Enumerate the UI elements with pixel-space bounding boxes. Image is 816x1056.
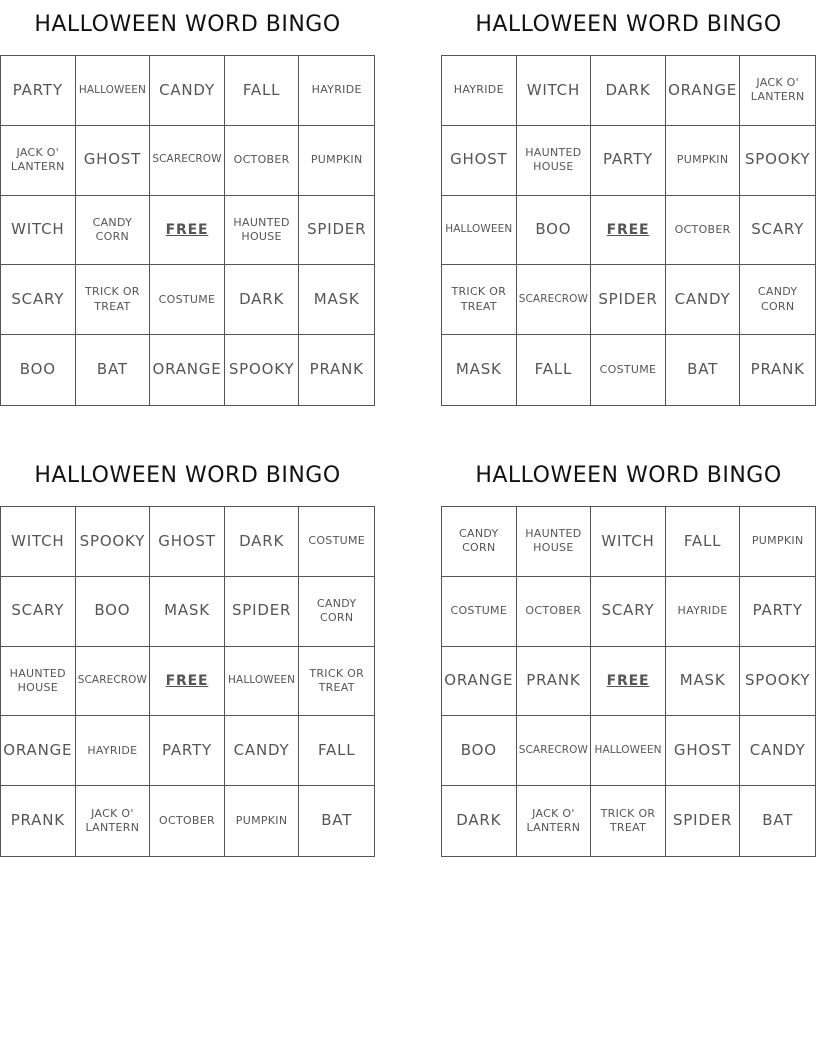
bingo-cell: MASK	[442, 335, 517, 405]
bingo-cell: OCTOBER	[666, 196, 741, 266]
bingo-cell: PARTY	[591, 126, 666, 196]
bingo-cell: SCARECROW	[517, 265, 592, 335]
bingo-cell: SPIDER	[225, 577, 300, 647]
bingo-cell: SPOOKY	[76, 507, 151, 577]
bingo-cell: SCARY	[1, 265, 76, 335]
bingo-cell: BOO	[1, 335, 76, 405]
bingo-cell: HAYRIDE	[76, 716, 151, 786]
bingo-cell: HAUNTED HOUSE	[1, 647, 76, 717]
bingo-cell: SCARECROW	[76, 647, 151, 717]
bingo-cell: FALL	[517, 335, 592, 405]
bingo-cell: PARTY	[150, 716, 225, 786]
bingo-cell: PARTY	[1, 56, 76, 126]
bingo-cell: ORANGE	[666, 56, 741, 126]
card-title: HALLOWEEN WORD BINGO	[34, 463, 341, 488]
bingo-cell: FALL	[666, 507, 741, 577]
bingo-cell: JACK O' LANTERN	[1, 126, 76, 196]
bingo-cell: BAT	[321, 811, 353, 830]
bingo-cell: HALLOWEEN	[225, 647, 300, 717]
bingo-cell: HAYRIDE	[666, 577, 741, 647]
bingo-cell: PRANK	[309, 360, 364, 379]
bingo-cell: COSTUME	[442, 577, 517, 647]
bingo-cell: DARK	[591, 56, 666, 126]
bingo-cell: PUMPKIN	[666, 126, 741, 196]
bingo-cell: DARK	[225, 507, 300, 577]
bingo-cell: SPOOKY	[740, 126, 815, 196]
bingo-cell: FALL	[225, 56, 300, 126]
bingo-cell: CANDY CORN	[299, 577, 374, 647]
free-space-cell: FREE	[591, 647, 666, 717]
bingo-cell: CANDY	[225, 716, 300, 786]
bingo-cell: HALLOWEEN	[76, 56, 151, 126]
free-space-cell: FREE	[150, 647, 225, 717]
bingo-cell: TRICK OR TREAT	[299, 647, 374, 717]
bingo-cell: MASK	[150, 577, 225, 647]
bingo-cell: HAUNTED HOUSE	[517, 507, 592, 577]
bingo-cell: PUMPKIN	[225, 786, 300, 856]
bingo-cell: HAUNTED HOUSE	[517, 126, 592, 196]
bingo-cell: HALLOWEEN	[442, 196, 517, 266]
bingo-cell: MASK	[299, 265, 374, 335]
free-space-cell: FREE	[150, 196, 225, 266]
bingo-cell: PRANK	[517, 647, 592, 717]
bingo-cell: SCARY	[1, 577, 76, 647]
bingo-cell: WITCH	[1, 507, 76, 577]
bingo-cell: CANDY CORN	[76, 196, 151, 266]
bingo-cell: CANDY	[150, 56, 225, 126]
bingo-cell: ORANGE	[442, 647, 517, 717]
bingo-cell: SCARY	[740, 196, 815, 266]
bingo-cell: WITCH	[517, 56, 592, 126]
bingo-cell: PUMPKIN	[299, 126, 374, 196]
bingo-cell: GHOST	[76, 126, 151, 196]
bingo-cell: GHOST	[442, 126, 517, 196]
bingo-cell: SPIDER	[666, 786, 741, 856]
bingo-cell: SPOOKY	[225, 335, 300, 405]
bingo-cell: COSTUME	[150, 265, 225, 335]
bingo-cell: BOO	[517, 196, 592, 266]
bingo-cell: PARTY	[740, 577, 815, 647]
bingo-cell: WITCH	[1, 196, 76, 266]
bingo-cell: GHOST	[150, 507, 225, 577]
bingo-cell: HALLOWEEN	[591, 716, 666, 786]
bingo-cell: CANDY	[666, 265, 741, 335]
bingo-cell: HAYRIDE	[299, 56, 374, 126]
bingo-cell: BAT	[666, 335, 741, 405]
bingo-cell: HAUNTED HOUSE	[225, 196, 300, 266]
bingo-cell: TRICK OR TREAT	[442, 265, 517, 335]
bingo-cell: BAT	[762, 811, 794, 830]
bingo-cell: MASK	[666, 647, 741, 717]
bingo-cell: JACK O' LANTERN	[76, 786, 151, 856]
card-title: HALLOWEEN WORD BINGO	[34, 12, 341, 37]
bingo-cell: BOO	[76, 577, 151, 647]
bingo-cell: OCTOBER	[150, 786, 225, 856]
bingo-cell: PUMPKIN	[740, 507, 815, 577]
bingo-cell: SPIDER	[299, 196, 374, 266]
bingo-cell: GHOST	[666, 716, 741, 786]
bingo-cell: JACK O' LANTERN	[740, 56, 815, 126]
bingo-cell: SCARECROW	[150, 126, 225, 196]
bingo-cell: CANDY	[740, 716, 815, 786]
bingo-cell: FALL	[299, 716, 374, 786]
bingo-cell: BOO	[442, 716, 517, 786]
bingo-cell: SCARECROW	[517, 716, 592, 786]
bingo-cell: SPOOKY	[740, 647, 815, 717]
card-title: HALLOWEEN WORD BINGO	[475, 12, 782, 37]
card-title: HALLOWEEN WORD BINGO	[475, 463, 782, 488]
bingo-cell: PRANK	[1, 786, 76, 856]
bingo-cell: ORANGE	[1, 716, 76, 786]
bingo-cell: CANDY CORN	[740, 265, 815, 335]
bingo-cell: DARK	[442, 786, 517, 856]
bingo-cell: COSTUME	[591, 335, 666, 405]
bingo-cell: OCTOBER	[225, 126, 300, 196]
bingo-grid	[0, 506, 375, 857]
free-space-cell: FREE	[591, 196, 666, 266]
bingo-grid	[441, 506, 816, 857]
bingo-cell: COSTUME	[299, 507, 374, 577]
bingo-cell: DARK	[225, 265, 300, 335]
bingo-cell: WITCH	[591, 507, 666, 577]
bingo-cell: TRICK OR TREAT	[76, 265, 151, 335]
bingo-cell: SPIDER	[591, 265, 666, 335]
bingo-cell: PRANK	[750, 360, 805, 379]
bingo-cell: TRICK OR TREAT	[591, 786, 666, 856]
bingo-cell: HAYRIDE	[442, 56, 517, 126]
bingo-grid	[441, 55, 816, 406]
bingo-cell: SCARY	[591, 577, 666, 647]
bingo-cell: BAT	[76, 335, 151, 405]
bingo-cell: ORANGE	[150, 335, 225, 405]
bingo-cell: JACK O' LANTERN	[517, 786, 592, 856]
bingo-grid	[0, 55, 375, 406]
bingo-cell: OCTOBER	[517, 577, 592, 647]
bingo-cell: CANDY CORN	[442, 507, 517, 577]
